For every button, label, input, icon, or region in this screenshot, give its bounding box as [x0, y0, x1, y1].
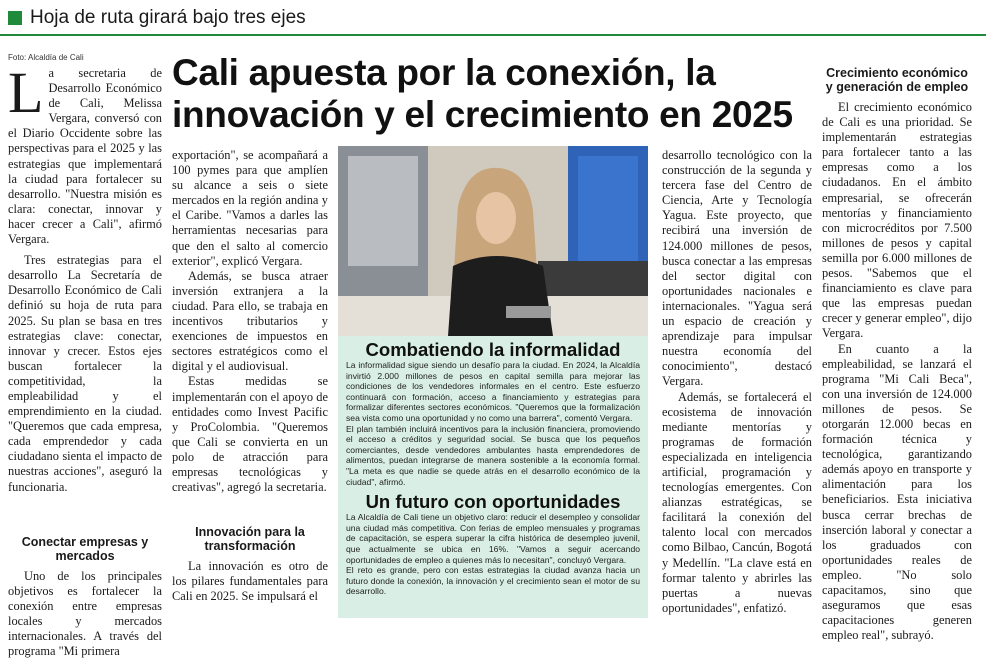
article-photo — [338, 146, 648, 336]
subheading: Innovación para la transformación — [195, 525, 305, 554]
article-headline: Cali apuesta por la conexión, la innovación y el crecimiento en 2025 — [172, 52, 793, 135]
sidebar-paragraph: El plan también incluirá incentivos para la inclusión financiera, promoviendo el acceso a créditos y seguridad social. Se busca que los pequeños comerciantes, desde vendedores ambulantes hasta emprendedores de alimentos, puedan integrarse de manera sostenible a la economía formal. "La meta es que nadie se quede atrás en el desarrollo económico de la ciudad", afirmó. — [346, 423, 640, 487]
photo-credit: Foto: Alcaldía de Cali — [8, 53, 84, 62]
paragraph: Uno de los principales objetivos es fortalecer la conexión entre empresas locales y mercados internacionales. A través del programa "Mi primera — [8, 568, 162, 659]
paragraph: En cuanto a la empleabilidad, se lanzará el programa "Mi Cali Beca", con una inversión de 124.000 millones de pesos. Se otorgarán 12.000 becas en formación técnica y tecnológica, garantizando además apoyo en transporte y alimentación para los beneficiarios. Esta iniciativa busca cerrar brechas de inserción laboral y conectar a los graduados con oportunidades reales de empleo. "No solo capacitamos, sino que aseguramos que esas capacitaciones generen empleo real", subrayó. — [822, 341, 972, 643]
paragraph: desarrollo tecnológico con la construcción de la segunda y tercera fase del Centro de Ciencia, Arte y Tecnología Yagua. Este proyecto, que recibirá una inversión de 124.000 millones de pesos, busca conectar a las empresas del sector digital con oportunidades nacionales e internacionales. "Yagua será un espacio de creación y aprendizaje para impulsar nuestra economía del conocimiento", destacó Vergara. — [662, 148, 812, 389]
paragraph: La innovación es otro de los pilares fundamentales para Cali en 2025. Se impulsará el — [172, 559, 328, 604]
paragraph: Estas medidas se implementarán con el apoyo de entidades como Invest Pacific y ProColombia. "Queremos que Cali se convierta en un polo de atracción para empresas tecnológicas y creativas", agregó la secretaria. — [172, 374, 328, 495]
paragraph: El crecimiento económico de Cali es una prioridad. Se implementarán estrategias para fortalecer tanto a las empresas como a los ciudadanos. En el ámbito empresarial, se ofrecerán mentorías y financiamiento con microcréditos por 7.500 millones de pesos y capital semilla por 6.000 millones de pesos. "Sabemos que el financiamiento es clave para que las empresas puedan crecer y generar empleo", dijo Vergara. — [822, 100, 972, 341]
photo-illustration — [338, 146, 648, 336]
sidebar-paragraph: La Alcaldía de Cali tiene un objetivo claro: reducir el desempleo y consolidar una ciudad más competitiva. Con ferias de empleo mensuales y programas de capacitación, se espera superar la cifra histórica de desempleo juvenil, que actualmente se ubica en 16%. "Vamos a seguir acercando oportunidades de empleo a quienes más lo necesitan", concluyó Vergara. — [346, 512, 640, 565]
section-header — [0, 0, 986, 36]
section-title: Hoja de ruta girará bajo tres ejes — [30, 7, 306, 28]
lead-paragraph: La secretaria de Desarrollo Económico de Cali, Melissa Vergara, conversó con el Diario Occidente sobre las perspectivas para el 2025 y las estrategias que implementará la ciudad para fortalecer su desarrollo. "Nuestra misión es clara: conectar, innovar y hacer crecer a Cali", afirmó Vergara. — [8, 60, 162, 247]
subheading: Crecimiento económico y generación de empleo — [825, 66, 969, 94]
sidebar-title: Un futuro con oportunidades — [365, 491, 621, 513]
column-4 — [662, 148, 812, 616]
sidebar-paragraph: El reto es grande, pero con estas estrategias la ciudad avanza hacia un futuro donde la conexión, la innovación y el crecimiento sean el motor de su desarrollo. — [346, 565, 640, 597]
drop-cap: L — [8, 60, 44, 125]
paragraph: exportación", se acompañará a 100 pymes para que amplíen su alcance a seis o siete mercados en la región andina y el Caribe. "Vamos a darles las herramientas necesarias para que den el salto al comercio exterior", explicó Vergara. — [172, 148, 328, 268]
column-1 — [8, 60, 162, 659]
column-5 — [822, 62, 972, 643]
paragraph: Además, se busca atraer inversión extranjera a la ciudad. Para ello, se trabaja en incentivos tributarios y exenciones de impuestos en sectores estratégicos como el digital y el audiovisual. — [172, 268, 328, 374]
sidebar-title: Combatiendo la informalidad — [365, 339, 621, 360]
section-marker — [8, 11, 22, 25]
sidebar-box — [338, 336, 648, 618]
paragraph: Tres estrategias para el desarrollo La Secretaría de Desarrollo Económico de Cali definió su hoja de ruta para 2025. Su plan se basa en tres estrategias clave: conectar, innovar y crecer. Estos ejes buscan fortalecer la competitividad, la empleabilidad y el emprendimiento en la ciudad. "Queremos que cada empresa, cada emprendedor y cada ciudadano sienta el impacto de nuestras acciones", aseguró la funcionaria. — [8, 253, 162, 494]
subheading: Conectar empresas y mercados — [21, 534, 149, 563]
sidebar-paragraph: La informalidad sigue siendo un desafío para la ciudad. En 2024, la Alcaldía invirtió 2.000 millones de pesos en capital semilla para mejorar las condiciones de los vendedores informales en el centro. Este esfuerzo continuará con formación, acceso a financiamiento y estrategias para formalizar diferentes sectores económicos. "Queremos que la formalización sea vista como una oportunidad y no como una barrera", comentó Vergara. — [346, 360, 640, 423]
column-2 — [172, 148, 328, 604]
paragraph: Además, se fortalecerá el ecosistema de innovación mediante mentorías y programas de formación especializada en inteligencia artificial, programación y tecnologías emergentes. Con alianzas estratégicas, se facilitará la conexión del talento local con mercados como Bilbao, Cancún, Bogotá y Medellín. "La clave está en formar talento y abrirles las puertas a nuevas oportunidades", enfatizó. — [662, 389, 812, 615]
